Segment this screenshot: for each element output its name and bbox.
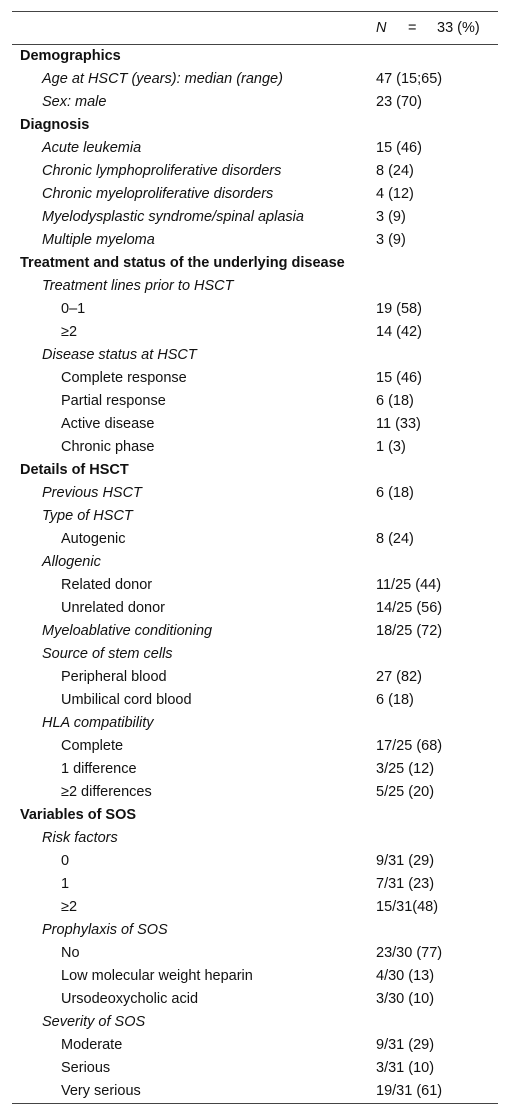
- category-row: [12, 505, 498, 528]
- subcategory-row: [12, 965, 498, 988]
- row-label: Unrelated donor: [61, 600, 165, 616]
- row-label: ≥2: [61, 899, 78, 915]
- equals-sign: =: [408, 20, 417, 36]
- subcategory-row: [12, 850, 498, 873]
- row-label: Complete: [61, 738, 124, 754]
- row-label: Details of HSCT: [20, 462, 129, 478]
- category-row: [12, 206, 498, 229]
- subcategory-row: [12, 1034, 498, 1057]
- subcategory-row: [12, 758, 498, 781]
- category-row: [12, 137, 498, 160]
- row-value: 3 (9): [376, 232, 406, 248]
- row-value: 15 (46): [376, 140, 422, 156]
- characteristics-table: [12, 11, 498, 1104]
- row-label: Moderate: [61, 1037, 123, 1053]
- row-value: 11/25 (44): [376, 577, 442, 593]
- table-header-row: [12, 12, 498, 45]
- category-row: [12, 275, 498, 298]
- row-label: Partial response: [61, 393, 166, 409]
- subcategory-row: [12, 367, 498, 390]
- row-label: Demographics: [20, 48, 121, 64]
- row-value: 15/31(48): [376, 899, 439, 915]
- row-value: 14/25 (56): [376, 600, 443, 616]
- row-label: Myeloablative conditioning: [42, 623, 213, 639]
- row-value: 4 (12): [376, 186, 414, 202]
- row-value: 9/31 (29): [376, 1037, 435, 1053]
- subcategory-row: [12, 574, 498, 597]
- section-row: [12, 114, 498, 137]
- category-row: [12, 827, 498, 850]
- row-label: Previous HSCT: [42, 485, 142, 501]
- row-value: 14 (42): [376, 324, 422, 340]
- row-label: Umbilical cord blood: [61, 692, 192, 708]
- row-label: ≥2 differences: [61, 784, 152, 800]
- category-row: [12, 183, 498, 206]
- subcategory-row: [12, 988, 498, 1011]
- row-value: 17/25 (68): [376, 738, 443, 754]
- category-row: [12, 1011, 498, 1034]
- row-value: 23/30 (77): [376, 945, 443, 961]
- row-value: 6 (18): [376, 485, 414, 501]
- row-value: 47 (15;65): [376, 71, 443, 87]
- row-value: 3 (9): [376, 209, 406, 225]
- section-row: [12, 252, 498, 275]
- row-label: Chronic lymphoproliferative disorders: [42, 163, 282, 179]
- row-label: Severity of SOS: [42, 1014, 146, 1030]
- row-value: 27 (82): [376, 669, 422, 685]
- row-label: Acute leukemia: [42, 140, 142, 156]
- subcategory-row: [12, 666, 498, 689]
- row-value: 15 (46): [376, 370, 422, 386]
- row-value: 3/25 (12): [376, 761, 435, 777]
- category-row: [12, 482, 498, 505]
- row-label: Treatment lines prior to HSCT: [42, 278, 234, 294]
- subcategory-row: [12, 896, 498, 919]
- row-label: HLA compatibility: [42, 715, 154, 731]
- row-label: Risk factors: [42, 830, 118, 846]
- row-value: 18/25 (72): [376, 623, 443, 639]
- subcategory-row: [12, 735, 498, 758]
- subcategory-row: [12, 689, 498, 712]
- category-row: [12, 551, 498, 574]
- row-value: 6 (18): [376, 393, 414, 409]
- row-label: Chronic myeloproliferative disorders: [42, 186, 274, 202]
- row-value: 5/25 (20): [376, 784, 435, 800]
- row-value: 3/31 (10): [376, 1060, 435, 1076]
- row-label: Treatment and status of the underlying disease: [20, 255, 345, 271]
- row-label: Autogenic: [61, 531, 126, 547]
- category-row: [12, 344, 498, 367]
- category-row: [12, 919, 498, 942]
- row-label: Prophylaxis of SOS: [42, 922, 168, 938]
- row-value: 19/31 (61): [376, 1083, 443, 1099]
- row-label: Sex: male: [42, 94, 107, 110]
- row-label: Active disease: [61, 416, 155, 432]
- row-value: 23 (70): [376, 94, 422, 110]
- category-row: [12, 643, 498, 666]
- row-label: 1 difference: [61, 761, 137, 777]
- row-label: Complete response: [61, 370, 187, 386]
- category-row: [12, 229, 498, 252]
- subcategory-row: [12, 1080, 498, 1103]
- row-value: 19 (58): [376, 301, 422, 317]
- subcategory-row: [12, 390, 498, 413]
- subcategory-row: [12, 781, 498, 804]
- row-label: Allogenic: [42, 554, 101, 570]
- category-row: [12, 620, 498, 643]
- section-row: [12, 45, 498, 68]
- row-label: Type of HSCT: [42, 508, 133, 524]
- category-row: [12, 68, 498, 91]
- subcategory-row: [12, 436, 498, 459]
- category-row: [12, 712, 498, 735]
- row-label: Peripheral blood: [61, 669, 167, 685]
- row-value: 1 (3): [376, 439, 406, 455]
- row-value: 8 (24): [376, 531, 414, 547]
- row-label: Diagnosis: [20, 117, 90, 133]
- row-label: 0: [61, 853, 70, 869]
- subcategory-row: [12, 1057, 498, 1080]
- subcategory-row: [12, 298, 498, 321]
- row-value: 4/30 (13): [376, 968, 435, 984]
- row-value: 3/30 (10): [376, 991, 435, 1007]
- row-value: 7/31 (23): [376, 876, 435, 892]
- row-label: Source of stem cells: [42, 646, 173, 662]
- row-label: Related donor: [61, 577, 153, 593]
- n-label: N: [376, 20, 387, 36]
- row-value: 9/31 (29): [376, 853, 435, 869]
- row-label: Very serious: [61, 1083, 141, 1099]
- row-label: 0–1: [61, 301, 86, 317]
- subcategory-row: [12, 528, 498, 551]
- subcategory-row: [12, 597, 498, 620]
- row-label: Low molecular weight heparin: [61, 968, 253, 984]
- row-label: Disease status at HSCT: [42, 347, 197, 363]
- row-label: Myelodysplastic syndrome/spinal aplasia: [42, 209, 304, 225]
- category-row: [12, 91, 498, 114]
- row-value: 6 (18): [376, 692, 414, 708]
- row-label: ≥2: [61, 324, 78, 340]
- subcategory-row: [12, 873, 498, 896]
- row-label: 1: [61, 876, 70, 892]
- section-row: [12, 459, 498, 482]
- row-label: Variables of SOS: [20, 807, 137, 823]
- total-count: 33 (%): [437, 20, 480, 36]
- section-row: [12, 804, 498, 827]
- table-body: [12, 45, 498, 1103]
- row-label: Ursodeoxycholic acid: [61, 991, 199, 1007]
- row-label: Age at HSCT (years): median (range): [42, 71, 283, 87]
- row-label: Chronic phase: [61, 439, 155, 455]
- row-label: No: [61, 945, 80, 961]
- subcategory-row: [12, 942, 498, 965]
- row-label: Serious: [61, 1060, 111, 1076]
- row-value: 11 (33): [376, 416, 421, 432]
- row-label: Multiple myeloma: [42, 232, 155, 248]
- row-value: 8 (24): [376, 163, 414, 179]
- subcategory-row: [12, 321, 498, 344]
- category-row: [12, 160, 498, 183]
- subcategory-row: [12, 413, 498, 436]
